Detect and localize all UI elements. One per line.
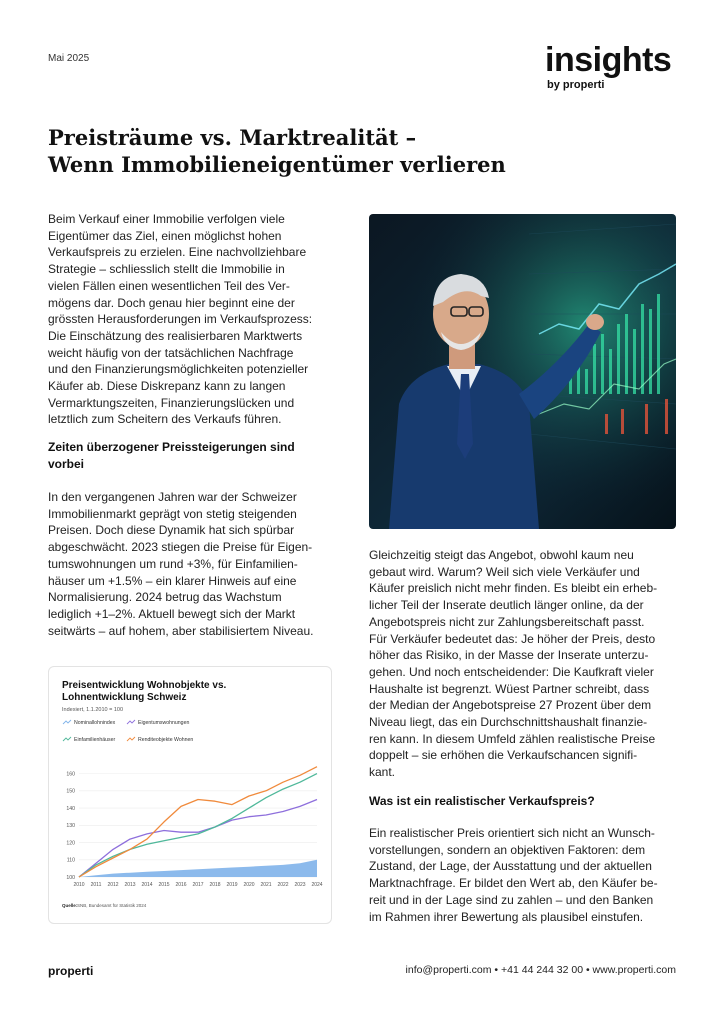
- supply-line: Niveau liegt, das ein Durchschnittshaushalt finanzie-: [369, 715, 648, 730]
- market-line: tumswohnungen um rund +3%, für Einfamilien-: [48, 556, 298, 571]
- supply-line: der Median der Angebotspreise 27 Prozent über dem: [369, 698, 652, 713]
- realistic-price-line: im Rahmen ihrer Bewertung als plausibel einstufen.: [369, 909, 644, 924]
- insights-logo[interactable]: insights: [545, 41, 672, 79]
- footer-properti-logo[interactable]: properti: [48, 964, 94, 978]
- realistic-price-line: Marktnachfrage. Er bildet den Wert ab, den Käufer be-: [369, 876, 658, 891]
- market-line: Preisen. Doch diese Dynamik hat sich spürbar: [48, 523, 295, 538]
- intro-line: und den Finanzierungsmöglichkeiten potenzieller: [48, 362, 309, 377]
- y-tick-label: 160: [66, 771, 75, 778]
- legend-label: Renditeobjekte Wohnen: [138, 737, 194, 743]
- market-line: seitwärts – auf hohem, aber stabilisiertem Niveau.: [48, 623, 314, 638]
- heading-line: vorbei: [48, 456, 85, 471]
- x-tick-label: 2017: [192, 882, 204, 888]
- x-tick-label: 2010: [73, 882, 85, 888]
- intro-line: grössten Herausforderungen im Verkaufsprozess:: [48, 312, 313, 327]
- market-line: abgeschwächt. 2023 stiegen die Preise für Eigen-: [48, 540, 313, 555]
- x-tick-label: 2020: [243, 882, 255, 888]
- y-tick-label: 150: [66, 788, 75, 795]
- section-heading-realistic-price: Was ist ein realistischer Verkaufspreis?: [369, 794, 595, 808]
- supply-line: doppelt – sie erhöhen die Verkaufschancen signifi-: [369, 748, 638, 763]
- heading-line: Zeiten überzogener Preissteigerungen sind: [48, 440, 295, 454]
- x-tick-label: 2016: [175, 882, 187, 888]
- intro-line: mögens dar. Doch genau hier beginnt eine der: [48, 295, 295, 310]
- x-tick-label: 2014: [141, 882, 153, 888]
- market-line: Normalisierung. 2024 betrug das Wachstum: [48, 590, 282, 605]
- market-line: lediglich +1–2%. Aktuell bewegt sich der Markt: [48, 606, 296, 621]
- intro-line: letztlich zum Scheitern des Verkaufs führen.: [48, 412, 282, 427]
- chart-title-line-2: Lohnentwicklung Schweiz: [62, 692, 187, 703]
- x-tick-label: 2022: [277, 882, 289, 888]
- supply-line: Angebotspreis nicht zur Zahlungsbereitschaft passt.: [369, 614, 645, 629]
- legend-swatch: [127, 737, 135, 741]
- x-tick-label: 2011: [90, 882, 102, 888]
- market-line: Immobilienmarkt geprägt von stetig steigenden: [48, 506, 297, 521]
- intro-line: Vermarktungszeiten, Finanzierungslücken und: [48, 395, 295, 410]
- x-tick-label: 2012: [107, 882, 119, 888]
- intro-line: Käufer ab. Diese Diskrepanz kann zu langen: [48, 379, 286, 394]
- intro-line: vielen Fällen einen wesentlichen Teil des Ver-: [48, 278, 290, 293]
- market-paragraph: [48, 489, 338, 639]
- price-vs-wage-chart-card: [48, 666, 332, 924]
- intro-line: Verkaufspreis zu erzielen. Eine nachvollziehbare: [48, 245, 307, 260]
- supply-line: Gleichzeitig steigt das Angebot, obwohl kaum neu: [369, 548, 634, 562]
- y-tick-label: 140: [66, 805, 75, 812]
- supply-line: gebaut wird. Warum? Weil sich viele Verkäufer und: [369, 564, 640, 579]
- supply-line: licher Teil der Inserate deutlich länger online, da der: [369, 598, 644, 613]
- realistic-price-line: vorstellungen, sondern an objektiven Faktoren: dem: [369, 842, 646, 857]
- x-tick-label: 2024: [311, 882, 323, 888]
- x-tick-label: 2023: [294, 882, 306, 888]
- legend-swatch: [63, 737, 71, 741]
- realistic-price-paragraph: [369, 825, 679, 925]
- intro-line: Strategie – schliesslich stellt die Immobilie in: [48, 262, 285, 277]
- y-tick-label: 110: [66, 857, 75, 864]
- article-title: [48, 124, 508, 178]
- market-line: In den vergangenen Jahren war der Schweizer: [48, 490, 297, 504]
- intro-line: weicht häufig von der tatsächlichen Nachfrage: [48, 345, 294, 360]
- intro-paragraph: [48, 211, 338, 428]
- x-tick-label: 2018: [209, 882, 221, 888]
- man-with-stock-charts-photo: [369, 214, 676, 529]
- footer-contact-info[interactable]: info@properti.com • +41 44 244 32 00 • www.properti.com: [405, 964, 676, 976]
- realistic-price-line: Ein realistischer Preis orientiert sich nicht an Wunsch-: [369, 826, 655, 840]
- supply-line: gehen. Und noch entscheidender: Die Kaufkraft vieler: [369, 664, 654, 679]
- chart-source-label: Quelle:: [62, 903, 78, 908]
- x-tick-label: 2013: [124, 882, 136, 888]
- intro-line: Eigentümer das Ziel, einen möglichst hohen: [48, 228, 282, 243]
- x-tick-label: 2015: [158, 882, 170, 888]
- insights-logo-subtitle: by properti: [547, 79, 605, 91]
- title-line-1: Preisträume vs. Marktrealität –: [48, 125, 417, 150]
- market-line: häuser um +1.5% – ein klarer Hinweis auf eine: [48, 573, 297, 588]
- supply-line: kant.: [369, 765, 396, 780]
- x-tick-label: 2019: [226, 882, 238, 888]
- title-line-2: Wenn Immobilieneigentümer verlieren: [48, 152, 506, 177]
- intro-line: Beim Verkauf einer Immobilie verfolgen viele: [48, 212, 285, 226]
- realistic-price-line: Zustand, der Lage, der Ausstattung und der aktuellen: [369, 859, 652, 874]
- supply-paragraph: [369, 547, 679, 781]
- chart-source-text: SNB, Bundesamt für Statistik 2024: [77, 903, 147, 908]
- price-vs-wage-chart: [49, 667, 331, 923]
- supply-line: Für Verkäufer bedeutet das: Je höher der Preis, desto: [369, 631, 656, 646]
- supply-line: Käufer preislich nicht mehr finden. Es bleibt ein erheb-: [369, 581, 658, 596]
- realistic-price-line: reit und in der Lage sind zu zahlen – und den Banken: [369, 892, 654, 907]
- legend-label: Einfamilienhäuser: [74, 737, 116, 743]
- series-line-Renditeobjekte Wohnen: [79, 767, 317, 877]
- supply-line: ren kann. In diesem Umfeld zählen realistische Preise: [369, 731, 656, 746]
- chart-title-line-1: Preisentwicklung Wohnobjekte vs.: [62, 680, 227, 691]
- series-area-Nominallohnindex: [79, 860, 317, 877]
- x-tick-label: 2021: [260, 882, 272, 888]
- y-tick-label: 120: [66, 840, 75, 847]
- legend-label: Eigentumswohnungen: [138, 720, 190, 726]
- legend-swatch: [63, 720, 71, 724]
- section-heading-price-increases: [48, 439, 338, 472]
- chart-subtitle: Indexiert, 1.1.2010 = 100: [62, 707, 124, 713]
- intro-line: Die Einschätzung des realisierbaren Marktwerts: [48, 328, 303, 343]
- legend-swatch: [127, 720, 135, 724]
- legend-label: Nominallohnindex: [74, 720, 116, 726]
- y-tick-label: 130: [66, 823, 75, 830]
- y-tick-label: 100: [66, 874, 75, 881]
- supply-line: höher das Risiko, in der Masse der Inserate unterzu-: [369, 648, 649, 663]
- issue-date: Mai 2025: [48, 53, 90, 64]
- supply-line: Haushalte ist begrenzt. Wüest Partner schreibt, dass: [369, 681, 650, 696]
